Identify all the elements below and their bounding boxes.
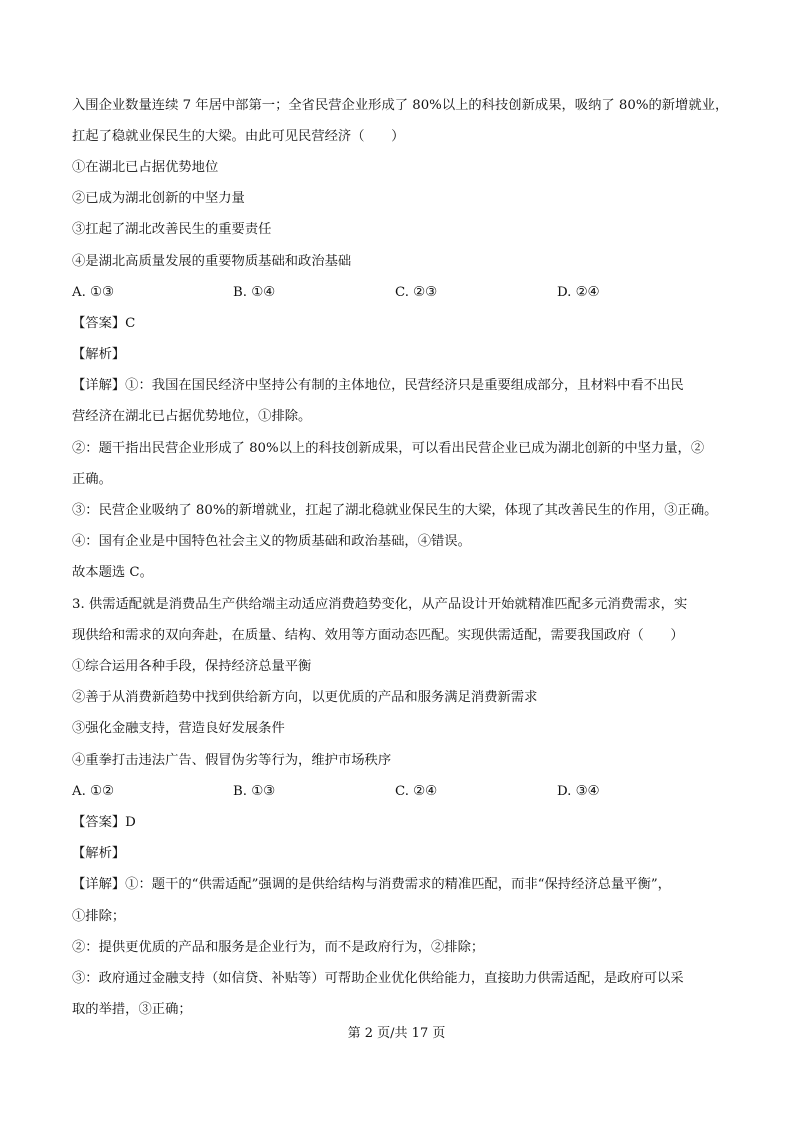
option-c: C. ②④ [395,784,437,799]
explanation-line: ①排除； [72,909,126,924]
choice-statement: ①在湖北已占据优势地位 [72,160,219,175]
choice-statement: ③强化金融支持，营造良好发展条件 [72,721,285,736]
question-stem: 现供给和需求的双向奔赴，在质量、结构、效用等方面动态匹配。实现供需适配，需要我国政府（ ） [72,628,684,643]
explanation-line: 【详解】①：题干的“供需适配”强调的是供给结构与消费需求的精准匹配，而非“保持经济总量平衡”， [72,877,671,892]
explanation-line: ③：民营企业吸纳了 80%的新增就业，扛起了湖北稳就业保民生的大梁，体现了其改善民生的作用，③正确。 [72,503,718,518]
explanation-line: ④：国有企业是中国特色社会主义的物质基础和政治基础，④错误。 [72,534,471,549]
explanation-line: 正确。 [72,472,112,487]
option-c: C. ②③ [395,285,437,300]
choice-statement: ③扛起了湖北改善民生的重要责任 [72,222,272,237]
option-a: A. ①③ [72,285,114,300]
explanation-line: 取的举措，③正确； [72,1002,192,1017]
analysis-label: 【解析】 [72,347,126,362]
explanation-line: ②：提供更优质的产品和服务是企业行为，而不是政府行为，②排除； [72,940,485,955]
choice-statement: ②善于从消费新趋势中找到供给新方向，以更优质的产品和服务满足消费新需求 [72,690,538,705]
choice-statement: ①综合运用各种手段，保持经济总量平衡 [72,659,312,674]
explanation-line: ②：题干指出民营企业形成了 80%以上的科技创新成果，可以看出民营企业已成为湖北创新的中坚力量，② [72,441,705,456]
question-stem: 3. 供需适配就是消费品生产供给端主动适应消费趋势变化，从产品设计开始就精准匹配多元消费需求，实 [72,597,688,612]
answer-label: 【答案】D [72,815,136,830]
choice-statement: ④是湖北高质量发展的重要物质基础和政治基础 [72,254,352,269]
explanation-line: 【详解】①：我国在国民经济中坚持公有制的主体地位，民营经济只是重要组成部分，且材料中看不出民 [72,378,684,393]
option-d: D. ③④ [557,784,600,799]
conclusion-line: 故本题选 C。 [72,565,153,580]
analysis-label: 【解析】 [72,846,126,861]
choice-statement: ②已成为湖北创新的中坚力量 [72,191,245,206]
option-b: B. ①③ [233,784,276,799]
choice-statement: ④重拳打击违法广告、假冒伪劣等行为，维护市场秩序 [72,753,392,768]
option-a: A. ①② [72,784,114,799]
explanation-line: ③：政府通过金融支持（如信贷、补贴等）可帮助企业优化供给能力，直接助力供需适配，是政府可以采 [72,971,684,986]
explanation-line: 营经济在湖北已占据优势地位，①排除。 [72,409,312,424]
page-footer: 第 2 页/共 17 页 [347,1026,446,1041]
option-b: B. ①④ [233,285,276,300]
answer-label: 【答案】C [72,316,136,331]
text-line: 入围企业数量连续 7 年居中部第一；全省民营企业形成了 80%以上的科技创新成果，吸纳了 80%的新增就业， [72,98,729,113]
text-line: 扛起了稳就业保民生的大梁。由此可见民营经济（ ） [72,129,405,144]
option-d: D. ②④ [557,285,600,300]
